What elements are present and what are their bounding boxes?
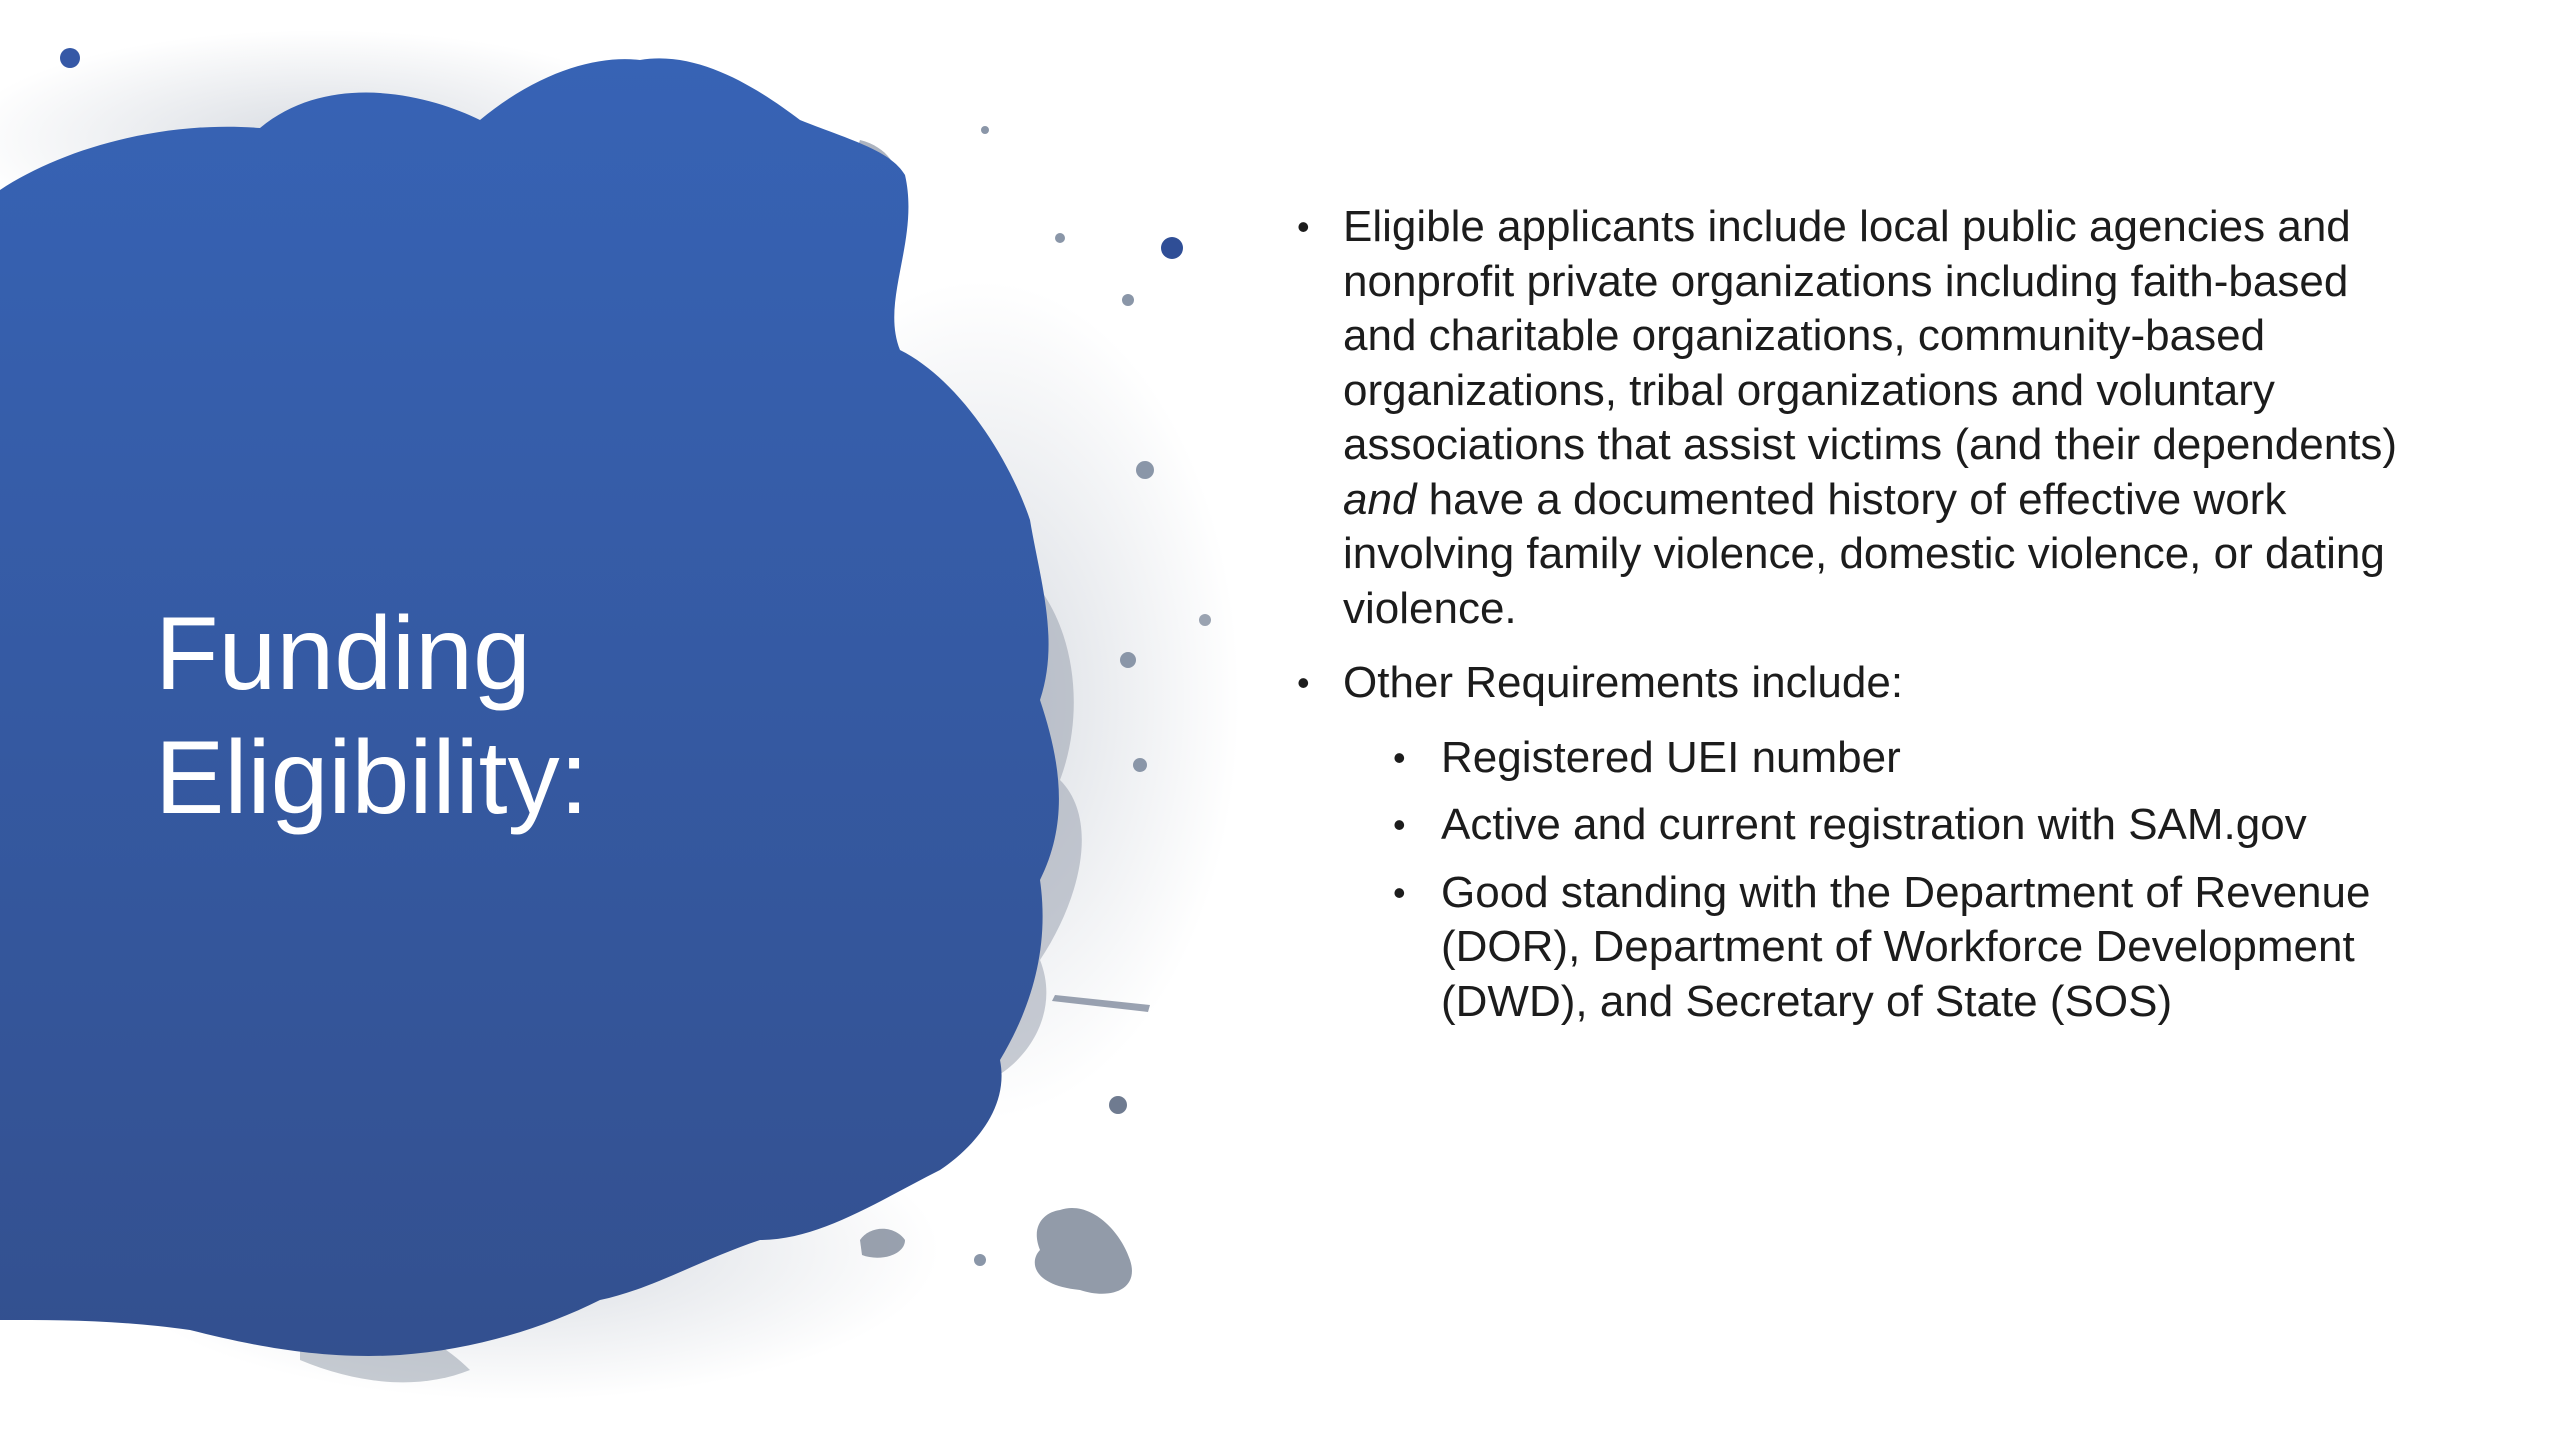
bullet-glyph: • xyxy=(1297,662,1310,703)
sub-bullet-text: Registered UEI number xyxy=(1441,732,1901,782)
sub-bullet-uei xyxy=(1391,731,2405,786)
bullet-text: Other Requirements include: xyxy=(1343,658,1904,707)
bullet-eligible-applicants xyxy=(1295,200,2405,636)
slide-title-line-2: Eligibility: xyxy=(155,720,589,836)
sub-bullet-text: Good standing with the Department of Revenue (DOR), Department of Workforce Development (DWD), and Secretary of State (SOS) xyxy=(1441,867,2371,1026)
bullet-list xyxy=(1295,200,2405,1042)
sub-bullet-text: Active and current registration with SAM.gov xyxy=(1441,800,2307,849)
bullet-other-requirements xyxy=(1295,656,2405,711)
bullet-glyph: • xyxy=(1393,871,1406,913)
bullet-text-emphasis: and xyxy=(1343,474,1417,524)
bullet-glyph: • xyxy=(1297,206,1310,247)
bullet-text-after: have a documented history of effective work involving family violence, domestic violence, or dating violence. xyxy=(1343,474,2385,633)
sub-bullet-good-standing xyxy=(1391,866,2405,1030)
bullet-text-before: Eligible applicants include local public agencies and nonprofit private organizations including faith-based and charitable organizations, community-based organizations, tribal organizations and voluntary associations that assist victims (and their dependents) xyxy=(1343,202,2398,469)
bullet-text xyxy=(1343,202,2397,633)
bullet-glyph: • xyxy=(1393,804,1406,845)
bullet-glyph: • xyxy=(1393,736,1406,778)
sub-bullet-sam-registration xyxy=(1391,798,2405,853)
slide-title xyxy=(155,592,795,840)
slide-title-line-1: Funding xyxy=(155,596,531,712)
